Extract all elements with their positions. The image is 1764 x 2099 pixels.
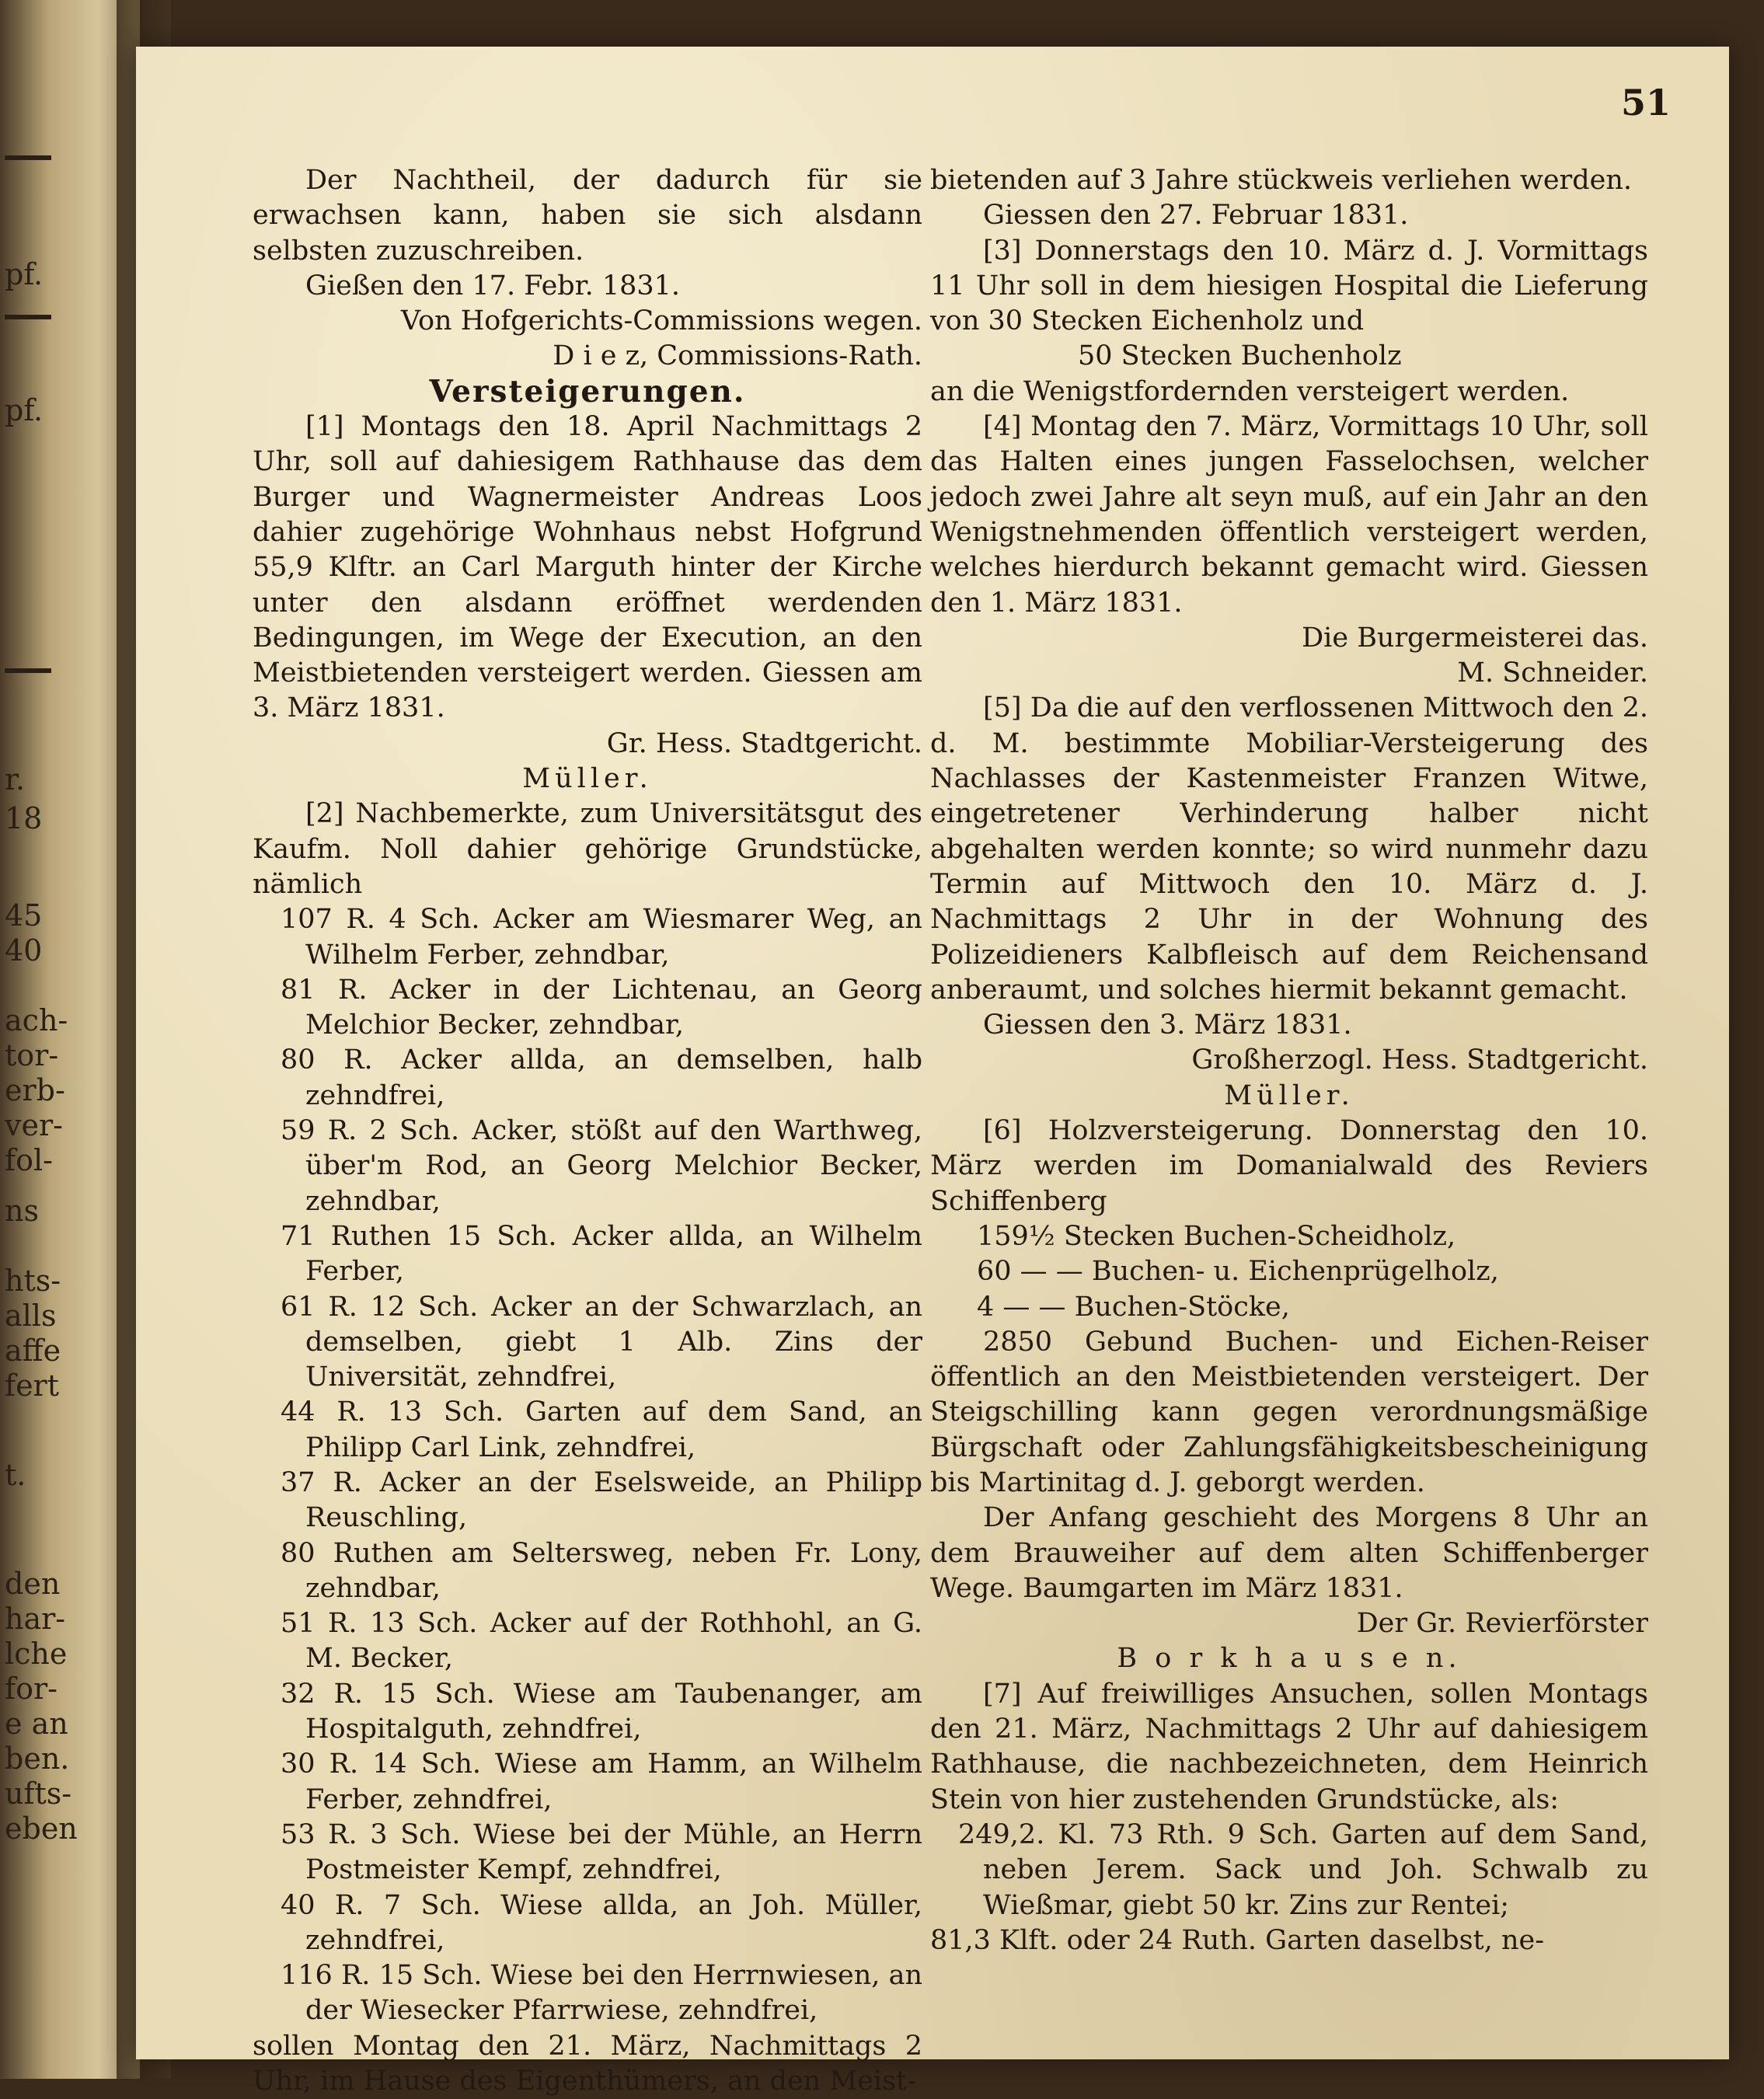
margin-fragment: 45 bbox=[5, 898, 43, 933]
margin-fragment: 18 bbox=[5, 801, 43, 835]
margin-fragment: alls bbox=[5, 1299, 57, 1333]
facing-page-margin bbox=[0, 0, 117, 2079]
list-item: 107 R. 4 Sch. Acker am Wiesmarer Weg, an Wilhelm Ferber, zehndbar, bbox=[281, 904, 922, 971]
date-line: Giessen den 3. März 1831. bbox=[983, 1009, 1352, 1041]
paragraph-continuation: sollen Montag den 21. März, Nachmittags 2 Uhr, im Hause des Eigenthümers, an den Meist‐ bbox=[253, 2030, 922, 2097]
margin-fragment: fert bbox=[5, 1369, 59, 1403]
newspaper-page bbox=[136, 47, 1729, 2097]
notice-6: [6] Holzversteigerung. Donnerstag den 10. März werden im Domanialwald des Reviers Schiffenberg bbox=[930, 1115, 1648, 1217]
margin-fragment: har‐ bbox=[5, 1602, 66, 1636]
list-item: 159½ Stecken Buchen‐Scheidholz, bbox=[977, 1220, 1456, 1252]
signature-line: Von Hofgerichts‐Commissions wegen. bbox=[400, 305, 922, 337]
margin-fragment: r. bbox=[5, 762, 26, 797]
margin-rule bbox=[5, 668, 51, 673]
list-item: 37 R. Acker an der Eselsweide, an Philipp Reuschling, bbox=[281, 1466, 922, 1534]
margin-fragment: ufts‐ bbox=[5, 1776, 72, 1811]
list-item: 40 R. 7 Sch. Wiese allda, an Joh. Müller, zehndfrei, bbox=[281, 1889, 922, 1956]
margin-fragment: erb‐ bbox=[5, 1073, 65, 1107]
list-item: 30 R. 14 Sch. Wiese am Hamm, an Wilhelm Ferber, zehndfrei, bbox=[281, 1749, 922, 1815]
margin-fragment: fol‐ bbox=[5, 1143, 53, 1177]
margin-fragment: den bbox=[5, 1567, 61, 1601]
paragraph: Der Anfang geschieht des Morgens 8 Uhr an dem Brauweiher auf dem alten Schiffenberger Wege. Baumgarten im März 1831. bbox=[930, 1502, 1648, 1604]
list-item: 32 R. 15 Sch. Wiese am Taubenanger, am Hospitalguth, zehndfrei, bbox=[281, 1678, 922, 1745]
margin-fragment: ns bbox=[5, 1194, 39, 1228]
list-item: 51 R. 13 Sch. Acker auf der Rothhohl, an G. M. Becker, bbox=[281, 1608, 922, 1675]
list-item: 116 R. 15 Sch. Wiese bei den Herrnwiesen, an der Wiesecker Pfarrwiese, zehndfrei, bbox=[281, 1960, 922, 2027]
signature-name: Müller. bbox=[1224, 1079, 1354, 1111]
margin-fragment: affe bbox=[5, 1334, 61, 1368]
list-item: 80 R. Acker allda, an demselben, halb zehndfrei, bbox=[281, 1044, 922, 1111]
margin-fragment: hts‐ bbox=[5, 1264, 61, 1298]
left-column bbox=[253, 163, 922, 2099]
list-item: 80 Ruthen am Seltersweg, neben Fr. Lony, zehndbar, bbox=[281, 1537, 922, 1604]
date-line: Gießen den 17. Febr. 1831. bbox=[305, 270, 681, 302]
margin-rule bbox=[5, 155, 51, 160]
paragraph: 2850 Gebund Buchen‐ und Eichen‐Reiser öffentlich an den Meistbietenden versteigert. Der Steigschilling kann gegen verordnungsmäßige Bürgschaft oder Zahlungsfähigkeitsbescheinigung bis Martinitag d. J. geborgt werden. bbox=[930, 1326, 1648, 1498]
list-item: 53 R. 3 Sch. Wiese bei der Mühle, an Herrn Postmeister Kempf, zehndfrei, bbox=[281, 1818, 922, 1886]
margin-fragment: eben bbox=[5, 1811, 78, 1846]
right-column bbox=[930, 163, 1648, 1958]
list-item: 71 Ruthen 15 Sch. Acker allda, an Wilhelm Ferber, bbox=[281, 1220, 922, 1288]
list-item: 59 R. 2 Sch. Acker, stößt auf den Warthweg, über'm Rod, an Georg Melchior Becker, zehndbar, bbox=[281, 1115, 922, 1217]
list-item: 50 Stecken Buchenholz bbox=[1078, 340, 1402, 372]
notice-1: [1] Montags den 18. April Nachmittags 2 Uhr, soll auf dahiesigem Rathhause das dem Burger und Wagnermeister Andreas Loos dahier zugehörige Wohnhaus nebst Hofgrund 55,9 Klftr. an Carl Marguth hinter der Kirche unter den alsdann eröffnet werdenden Bedingungen, im Wege der Execution, an den Meistbietenden versteigert werden. Giessen am 3. März 1831. bbox=[253, 411, 922, 724]
signature-name: D i e z, Commissions‐Rath. bbox=[553, 340, 922, 372]
notice-3: [3] Donnerstags den 10. März d. J. Vormittags 11 Uhr soll in dem hiesigen Hospital die Lieferung von 30 Stecken Eichenholz und bbox=[930, 235, 1648, 337]
signature-name: B o r k h a u s e n. bbox=[1117, 1643, 1462, 1675]
signature-line: Die Burgermeisterei das. bbox=[1302, 622, 1648, 654]
notice-7: [7] Auf freiwilliges Ansuchen, sollen Montags den 21. März, Nachmittags 2 Uhr auf dahiesigem Rathhause, die nachbezeichneten, dem Heinrich Stein von hier zustehenden Grundstücke, als: bbox=[930, 1678, 1648, 1815]
margin-fragment: for‐ bbox=[5, 1672, 58, 1706]
margin-fragment: ben. bbox=[5, 1742, 70, 1776]
notice-2: [2] Nachbemerkte, zum Universitätsgut des Kaufm. Noll dahier gehörige Grundstücke, nämlich bbox=[253, 798, 922, 900]
signature-line: Der Gr. Revierförster bbox=[1356, 1608, 1648, 1640]
margin-rule bbox=[5, 315, 51, 319]
paragraph-continuation: bietenden auf 3 Jahre stückweis verliehen werden. bbox=[930, 165, 1633, 196]
list-item: 81 R. Acker in der Lichtenau, an Georg Melchior Becker, zehndbar, bbox=[281, 974, 922, 1041]
section-heading: Versteigerungen. bbox=[429, 373, 746, 410]
notice-4: [4] Montag den 7. März, Vormittags 10 Uhr, soll das Halten eines jungen Fasselochsen, welcher jedoch zwei Jahre alt seyn muß, auf ein Jahr an den Wenigstnehmenden öffentlich versteigert werden, welches hierdurch bekannt gemacht wird. Giessen den 1. März 1831. bbox=[930, 411, 1648, 619]
list-item: 249,2. Kl. 73 Rth. 9 Sch. Garten auf dem Sand, neben Jerem. Sack und Joh. Schwalb zu Wießmar, giebt 50 kr. Zins zur Rentei; bbox=[958, 1818, 1648, 1921]
margin-fragment: ver‐ bbox=[5, 1108, 63, 1142]
page-number: 51 bbox=[1620, 82, 1671, 124]
signature-line: Gr. Hess. Stadtgericht. bbox=[606, 727, 922, 759]
margin-fragment: lche bbox=[5, 1637, 68, 1671]
margin-fragment: e an bbox=[5, 1707, 68, 1741]
paragraph: an die Wenigstfordernden versteigert werden. bbox=[930, 375, 1570, 407]
margin-fragment: pf. bbox=[5, 257, 44, 291]
signature-line: Großherzogl. Hess. Stadtgericht. bbox=[1191, 1044, 1648, 1076]
margin-fragment: pf. bbox=[5, 393, 44, 427]
paragraph: Der Nachtheil, der dadurch für sie erwachsen kann, haben sie sich alsdann selbsten zuzuschreiben. bbox=[253, 165, 922, 267]
margin-fragment: 40 bbox=[5, 933, 43, 968]
list-item: 44 R. 13 Sch. Garten auf dem Sand, an Philipp Carl Link, zehndfrei, bbox=[281, 1396, 922, 1463]
list-item: 81,3 Klft. oder 24 Ruth. Garten daselbst, ne‐ bbox=[930, 1924, 1545, 1956]
margin-fragment: ach‐ bbox=[5, 1003, 68, 1037]
notice-5: [5] Da die auf den verflossenen Mittwoch den 2. d. M. bestimmte Mobiliar‐Versteigerung des Nachlasses der Kastenmeister Franzen Witwe, eingetretener Verhinderung halber nicht abgehalten werden konnte; so wird nunmehr dazu Termin auf Mittwoch den 10. März d. J. Nachmittags 2 Uhr in der Wohnung des Polizeidieners Kalbfleisch auf dem Reichensand anberaumt, und solches hiermit bekannt gemacht. bbox=[930, 692, 1648, 1006]
margin-fragment: t. bbox=[5, 1458, 26, 1492]
list-item: 4 — — Buchen‐Stöcke, bbox=[977, 1291, 1290, 1323]
signature-name: Müller. bbox=[522, 763, 653, 795]
list-item: 60 — — Buchen‐ u. Eichenprügelholz, bbox=[977, 1256, 1499, 1288]
margin-fragment: tor‐ bbox=[5, 1038, 59, 1072]
date-line: Giessen den 27. Februar 1831. bbox=[983, 200, 1409, 232]
signature-name: M. Schneider. bbox=[1457, 657, 1648, 689]
list-item: 61 R. 12 Sch. Acker an der Schwarzlach, an demselben, giebt 1 Alb. Zins der Universität, zehndfrei, bbox=[281, 1291, 922, 1393]
